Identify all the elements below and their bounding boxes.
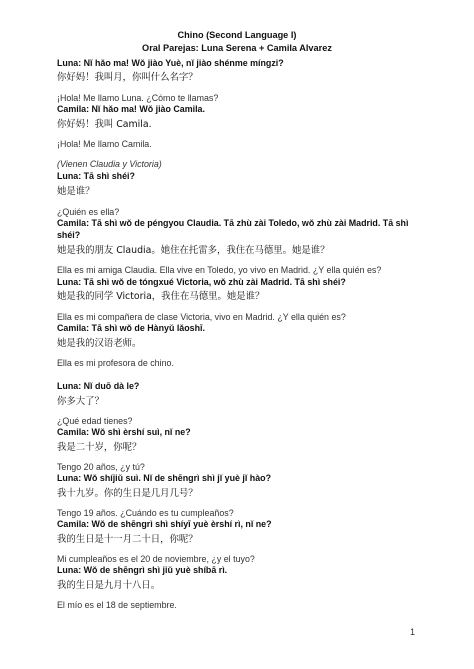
dialogue-line-chinese: 她是我的同学 Victoria，我住在马德里。她是谁？	[57, 291, 265, 302]
dialogue-line-speaker: Camila: Tā shì wǒ de péngyou Claudia. Tā zhù zài Toledo, wǒ zhù zài Madrid. Tā shì shéi?	[57, 218, 409, 240]
dialogue-line-spanish: Ella es mi compañera de clase Victoria, vivo en Madrid. ¿Y ella quién es?	[57, 312, 346, 322]
stage-direction: (Vienen Claudia y Victoria)	[57, 159, 162, 169]
dialogue-line-chinese: 我是二十岁，你呢？	[57, 442, 142, 453]
dialogue-line-spanish: Ella es mi amiga Claudia. Ella vive en Toledo, yo vivo en Madrid. ¿Y ella quién es?	[57, 265, 382, 275]
dialogue-line-speaker: Luna: Wǒ de shēngrì shì jiǔ yuè shíbā rì.	[57, 565, 228, 575]
dialogue-line-chinese: 我的生日是十一月二十日，你呢？	[57, 534, 198, 545]
dialogue-line-chinese: 你好妈！我叫 Camila.	[57, 119, 152, 130]
dialogue-line-spanish: ¡Hola! Me llamo Luna. ¿Cómo te llamas?	[57, 93, 219, 103]
dialogue-line-speaker: Camila: Wǒ de shēngrì shì shíyī yuè èrshí rì, nǐ ne?	[57, 519, 272, 529]
dialogue-line-speaker: Luna: Wǒ shíjiǔ suì. Nǐ de shēngrì shì jǐ yuè jǐ hào?	[57, 473, 272, 483]
dialogue-line-spanish: ¡Hola! Me llamo Camila.	[57, 139, 152, 149]
dialogue-line-chinese: 我的生日是九月十八日。	[57, 580, 161, 591]
document-title: Chino (Second Language I)	[177, 30, 297, 40]
dialogue-line-speaker: Luna: Nǐ hǎo ma! Wǒ jiào Yuè, nǐ jiào shénme míngzi?	[57, 58, 284, 68]
dialogue-line-chinese: 她是谁？	[57, 186, 95, 197]
dialogue-line-chinese: 她是我的汉语老师。	[57, 338, 142, 349]
dialogue-line-speaker: Camila: Nǐ hǎo ma! Wǒ jiào Camila.	[57, 104, 205, 114]
dialogue-line-spanish: Tengo 19 años. ¿Cuándo es tu cumpleaños?	[57, 508, 234, 518]
dialogue-line-spanish: ¿Quién es ella?	[57, 207, 120, 217]
dialogue-line-spanish: Tengo 20 años, ¿y tú?	[57, 462, 145, 472]
dialogue-line-speaker: Camila: Wǒ shì èrshí suì, nǐ ne?	[57, 427, 191, 437]
dialogue-line-chinese: 我十九岁。你的生日是几月几号？	[57, 488, 198, 499]
dialogue-line-spanish: Ella es mi profesora de chino.	[57, 358, 174, 368]
document-subtitle: Oral Parejas: Luna Serena + Camila Alvarez	[142, 43, 332, 53]
dialogue-line-speaker: Luna: Nǐ duō dà le?	[57, 381, 140, 391]
dialogue-line-chinese: 你好妈！我叫月，你叫什么名字？	[57, 72, 198, 83]
dialogue-line-chinese: 她是我的朋友 Claudia。她住在托雷多，我住在马德里。她是谁？	[57, 245, 330, 256]
page-number: 1	[409, 627, 415, 637]
dialogue-line-spanish: Mi cumpleaños es el 20 de noviembre, ¿y el tuyo?	[57, 554, 255, 564]
dialogue-line-chinese: 你多大了？	[57, 396, 104, 407]
dialogue-line-spanish: ¿Qué edad tienes?	[57, 416, 133, 426]
dialogue-line-spanish: El mío es el 18 de septiembre.	[57, 600, 177, 610]
dialogue-line-speaker: Luna: Tā shì wǒ de tóngxué Victoria, wǒ zhù zài Madrid. Tā shì shéi?	[57, 277, 346, 287]
dialogue-line-speaker: Camila: Tā shì wǒ de Hànyǔ lǎoshī.	[57, 323, 205, 333]
dialogue-line-speaker: Luna: Tā shì shéi?	[57, 171, 135, 181]
